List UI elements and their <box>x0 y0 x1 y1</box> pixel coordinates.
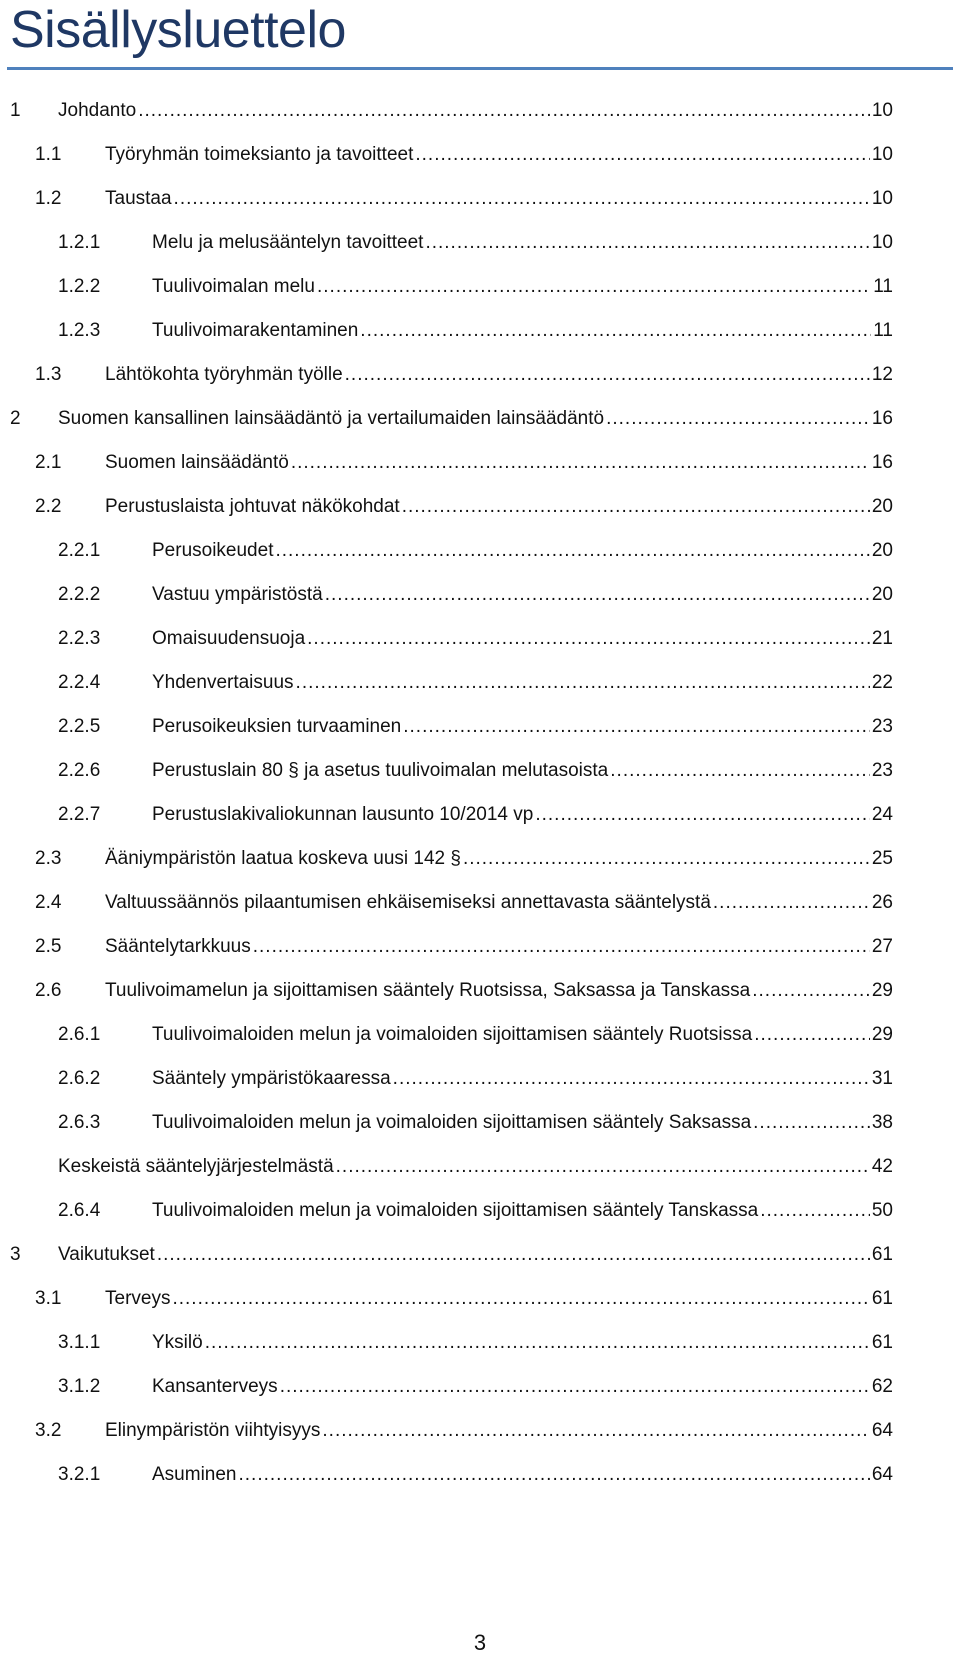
toc-entry-number: 2.6.4 <box>58 1200 101 1221</box>
toc-entry-title: Melu ja melusääntelyn tavoitteet <box>152 232 424 253</box>
toc-entry-title: Keskeistä sääntelyjärjestelmästä <box>58 1156 334 1177</box>
toc-dot-leader <box>713 892 870 914</box>
toc-entry-page: 38 <box>871 1112 893 1133</box>
toc-entry-number: 2.2.6 <box>58 760 101 781</box>
toc-entry-page: 16 <box>871 452 893 473</box>
toc-dot-leader <box>415 144 869 166</box>
toc-entry[interactable] <box>35 144 893 176</box>
toc-entry-title: Tuulivoimalan melu <box>152 276 315 297</box>
toc-dot-leader <box>253 936 870 958</box>
toc-dot-leader <box>610 760 870 782</box>
toc-entry-title: Johdanto <box>58 100 137 121</box>
toc-entry-title: Yksilö <box>152 1332 203 1353</box>
toc-entry-title: Elinympäristön viihtyisyys <box>105 1420 321 1441</box>
toc-entry-number: 3.2.1 <box>58 1464 101 1485</box>
toc-entry-title: Omaisuudensuoja <box>152 628 306 649</box>
toc-entry[interactable] <box>58 1024 893 1056</box>
toc-entry-page: 23 <box>871 716 893 737</box>
toc-entry-page: 62 <box>871 1376 893 1397</box>
toc-entry-page: 12 <box>871 364 893 385</box>
toc-entry-title: Perusoikeudet <box>152 540 274 561</box>
toc-entry-number: 2.2 <box>35 496 62 517</box>
toc-entry[interactable] <box>10 100 893 132</box>
toc-entry-number: 2.3 <box>35 848 62 869</box>
toc-entry-title: Perustuslaista johtuvat näkökohdat <box>105 496 400 517</box>
toc-entry[interactable] <box>58 276 893 308</box>
toc-entry-title: Yhdenvertaisuus <box>152 672 294 693</box>
toc-entry[interactable] <box>58 584 893 616</box>
toc-dot-leader <box>172 1288 869 1310</box>
toc-dot-leader <box>403 716 870 738</box>
toc-dot-leader <box>317 276 871 298</box>
toc-dot-leader <box>296 672 870 694</box>
toc-entry[interactable] <box>58 1156 893 1188</box>
toc-dot-leader <box>174 188 870 210</box>
toc-entry-page: 23 <box>871 760 893 781</box>
toc-entry[interactable] <box>58 1112 893 1144</box>
toc-dot-leader <box>325 584 870 606</box>
toc-entry-number: 2.4 <box>35 892 62 913</box>
toc-entry-number: 2.2.2 <box>58 584 101 605</box>
toc-entry-title: Tuulivoimarakentaminen <box>152 320 359 341</box>
toc-entry-page: 31 <box>871 1068 893 1089</box>
title-divider <box>7 67 953 70</box>
toc-entry-number: 2.2.4 <box>58 672 101 693</box>
toc-entry-title: Taustaa <box>105 188 172 209</box>
toc-dot-leader <box>535 804 870 826</box>
toc-entry-title: Terveys <box>105 1288 171 1309</box>
toc-entry-page: 20 <box>871 584 893 605</box>
toc-entry-number: 2.6 <box>35 980 62 1001</box>
toc-entry-page: 29 <box>871 980 893 1001</box>
toc-entry-number: 2.1 <box>35 452 62 473</box>
toc-entry-page: 26 <box>871 892 893 913</box>
toc-entry-number: 2 <box>10 408 21 429</box>
toc-dot-leader <box>754 1024 870 1046</box>
toc-entry[interactable] <box>35 1420 893 1452</box>
toc-entry-number: 2.2.5 <box>58 716 101 737</box>
toc-dot-leader <box>393 1068 870 1090</box>
toc-entry-page: 50 <box>871 1200 893 1221</box>
toc-dot-leader <box>307 628 870 650</box>
toc-dot-leader <box>275 540 869 562</box>
toc-entry-number: 2.6.3 <box>58 1112 101 1133</box>
toc-entry-page: 21 <box>871 628 893 649</box>
toc-entry[interactable] <box>10 1244 893 1276</box>
toc-dot-leader <box>360 320 871 342</box>
toc-entry-page: 10 <box>871 232 893 253</box>
toc-dot-leader <box>138 100 870 122</box>
toc-dot-leader <box>606 408 870 430</box>
toc-entry[interactable] <box>35 1288 893 1320</box>
toc-entry-title: Perusoikeuksien turvaaminen <box>152 716 402 737</box>
toc-entry-page: 61 <box>871 1332 893 1353</box>
toc-entry[interactable] <box>58 628 893 660</box>
toc-entry-page: 29 <box>871 1024 893 1045</box>
toc-entry-title: Lähtökohta työryhmän työlle <box>105 364 343 385</box>
toc-entry[interactable] <box>10 408 893 440</box>
toc-entry-number: 2.2.1 <box>58 540 101 561</box>
toc-entry[interactable] <box>58 672 893 704</box>
toc-entry-number: 2.2.7 <box>58 804 101 825</box>
toc-entry[interactable] <box>35 364 893 396</box>
toc-entry[interactable] <box>58 1332 893 1364</box>
toc-dot-leader <box>463 848 870 870</box>
toc-entry-page: 16 <box>871 408 893 429</box>
toc-entry-page: 24 <box>871 804 893 825</box>
toc-entry-title: Kansanterveys <box>152 1376 278 1397</box>
toc-entry-page: 61 <box>871 1244 893 1265</box>
toc-entry-title: Sääntely ympäristökaaressa <box>152 1068 391 1089</box>
toc-entry[interactable] <box>35 188 893 220</box>
toc-entry-number: 3.2 <box>35 1420 62 1441</box>
toc-entry-page: 64 <box>871 1420 893 1441</box>
toc-entry-title: Ääniympäristön laatua koskeva uusi 142 § <box>105 848 461 869</box>
toc-entry-title: Perustuslakivaliokunnan lausunto 10/2014 vp <box>152 804 534 825</box>
toc-entry-number: 2.6.2 <box>58 1068 101 1089</box>
toc-entry[interactable] <box>35 848 893 880</box>
toc-dot-leader <box>345 364 870 386</box>
toc-entry-number: 1.2 <box>35 188 62 209</box>
toc-entry-page: 61 <box>871 1288 893 1309</box>
toc-entry-number: 1.1 <box>35 144 62 165</box>
toc-entry-page: 11 <box>873 276 893 297</box>
toc-entry-title: Tuulivoimaloiden melun ja voimaloiden sijoittamisen sääntely Ruotsissa <box>152 1024 753 1045</box>
toc-entry-page: 22 <box>871 672 893 693</box>
toc-entry-number: 2.6.1 <box>58 1024 101 1045</box>
toc-entry-title: Valtuussäännös pilaantumisen ehkäisemiseksi annettavasta sääntelystä <box>105 892 711 913</box>
toc-entry-page: 20 <box>871 496 893 517</box>
toc-entry[interactable] <box>58 1068 893 1100</box>
toc-entry-title: Vastuu ympäristöstä <box>152 584 323 605</box>
toc-entry[interactable] <box>35 452 893 484</box>
toc-entry-number: 1.2.2 <box>58 276 101 297</box>
toc-entry[interactable] <box>58 540 893 572</box>
toc-entry-page: 27 <box>871 936 893 957</box>
toc-entry-title: Vaikutukset <box>58 1244 155 1265</box>
toc-entry-title: Suomen kansallinen lainsäädäntö ja vertailumaiden lainsäädäntö <box>58 408 605 429</box>
toc-entry-page: 10 <box>871 100 893 121</box>
toc-entry-number: 1 <box>10 100 21 121</box>
toc-dot-leader <box>425 232 869 254</box>
toc-entry[interactable] <box>58 1376 893 1408</box>
toc-dot-leader <box>753 1112 870 1134</box>
toc-dot-leader <box>760 1200 870 1222</box>
toc-entry-number: 2.2.3 <box>58 628 101 649</box>
toc-entry-title: Suomen lainsäädäntö <box>105 452 289 473</box>
toc-entry[interactable] <box>58 716 893 748</box>
toc-entry-page: 64 <box>871 1464 893 1485</box>
toc-dot-leader <box>336 1156 870 1178</box>
toc-dot-leader <box>291 452 870 474</box>
toc-entry-page: 20 <box>871 540 893 561</box>
toc-entry[interactable] <box>58 320 893 352</box>
page-title: Sisällysluettelo <box>10 1 346 59</box>
toc-entry-title: Tuulivoimamelun ja sijoittamisen sääntely Ruotsissa, Saksassa ja Tanskassa <box>105 980 751 1001</box>
toc-dot-leader <box>280 1376 870 1398</box>
toc-entry-number: 2.5 <box>35 936 62 957</box>
toc-dot-leader <box>322 1420 869 1442</box>
toc-entry[interactable] <box>58 760 893 792</box>
toc-entry-page: 11 <box>873 320 893 341</box>
toc-entry[interactable] <box>58 1464 893 1496</box>
toc-entry-title: Sääntelytarkkuus <box>105 936 251 957</box>
toc-entry-title: Perustuslain 80 § ja asetus tuulivoimalan melutasoista <box>152 760 609 781</box>
toc-dot-leader <box>752 980 870 1002</box>
toc-dot-leader <box>239 1464 870 1486</box>
toc-dot-leader <box>205 1332 870 1354</box>
toc-dot-leader <box>157 1244 870 1266</box>
toc-entry-page: 25 <box>871 848 893 869</box>
toc-dot-leader <box>402 496 870 518</box>
toc-entry-page: 10 <box>871 188 893 209</box>
toc-entry[interactable] <box>35 936 893 968</box>
toc-entry[interactable] <box>35 496 893 528</box>
toc-entry[interactable] <box>58 232 893 264</box>
toc-entry-title: Työryhmän toimeksianto ja tavoitteet <box>105 144 414 165</box>
toc-entry-number: 1.2.1 <box>58 232 101 253</box>
toc-entry[interactable] <box>35 980 893 1012</box>
toc-entry[interactable] <box>58 804 893 836</box>
toc-entry-page: 10 <box>871 144 893 165</box>
toc-entry-number: 1.3 <box>35 364 62 385</box>
toc-entry-number: 3.1.1 <box>58 1332 101 1353</box>
toc-entry-number: 3 <box>10 1244 21 1265</box>
toc-entry-title: Tuulivoimaloiden melun ja voimaloiden sijoittamisen sääntely Saksassa <box>152 1112 752 1133</box>
toc-entry-title: Asuminen <box>152 1464 237 1485</box>
page-number: 3 <box>473 1630 487 1655</box>
toc-entry[interactable] <box>35 892 893 924</box>
toc-entry-number: 3.1 <box>35 1288 62 1309</box>
toc-entry-page: 42 <box>871 1156 893 1177</box>
toc-entry-title: Tuulivoimaloiden melun ja voimaloiden sijoittamisen sääntely Tanskassa <box>152 1200 759 1221</box>
toc-entry-number: 3.1.2 <box>58 1376 101 1397</box>
toc-entry-number: 1.2.3 <box>58 320 101 341</box>
toc-entry[interactable] <box>58 1200 893 1232</box>
